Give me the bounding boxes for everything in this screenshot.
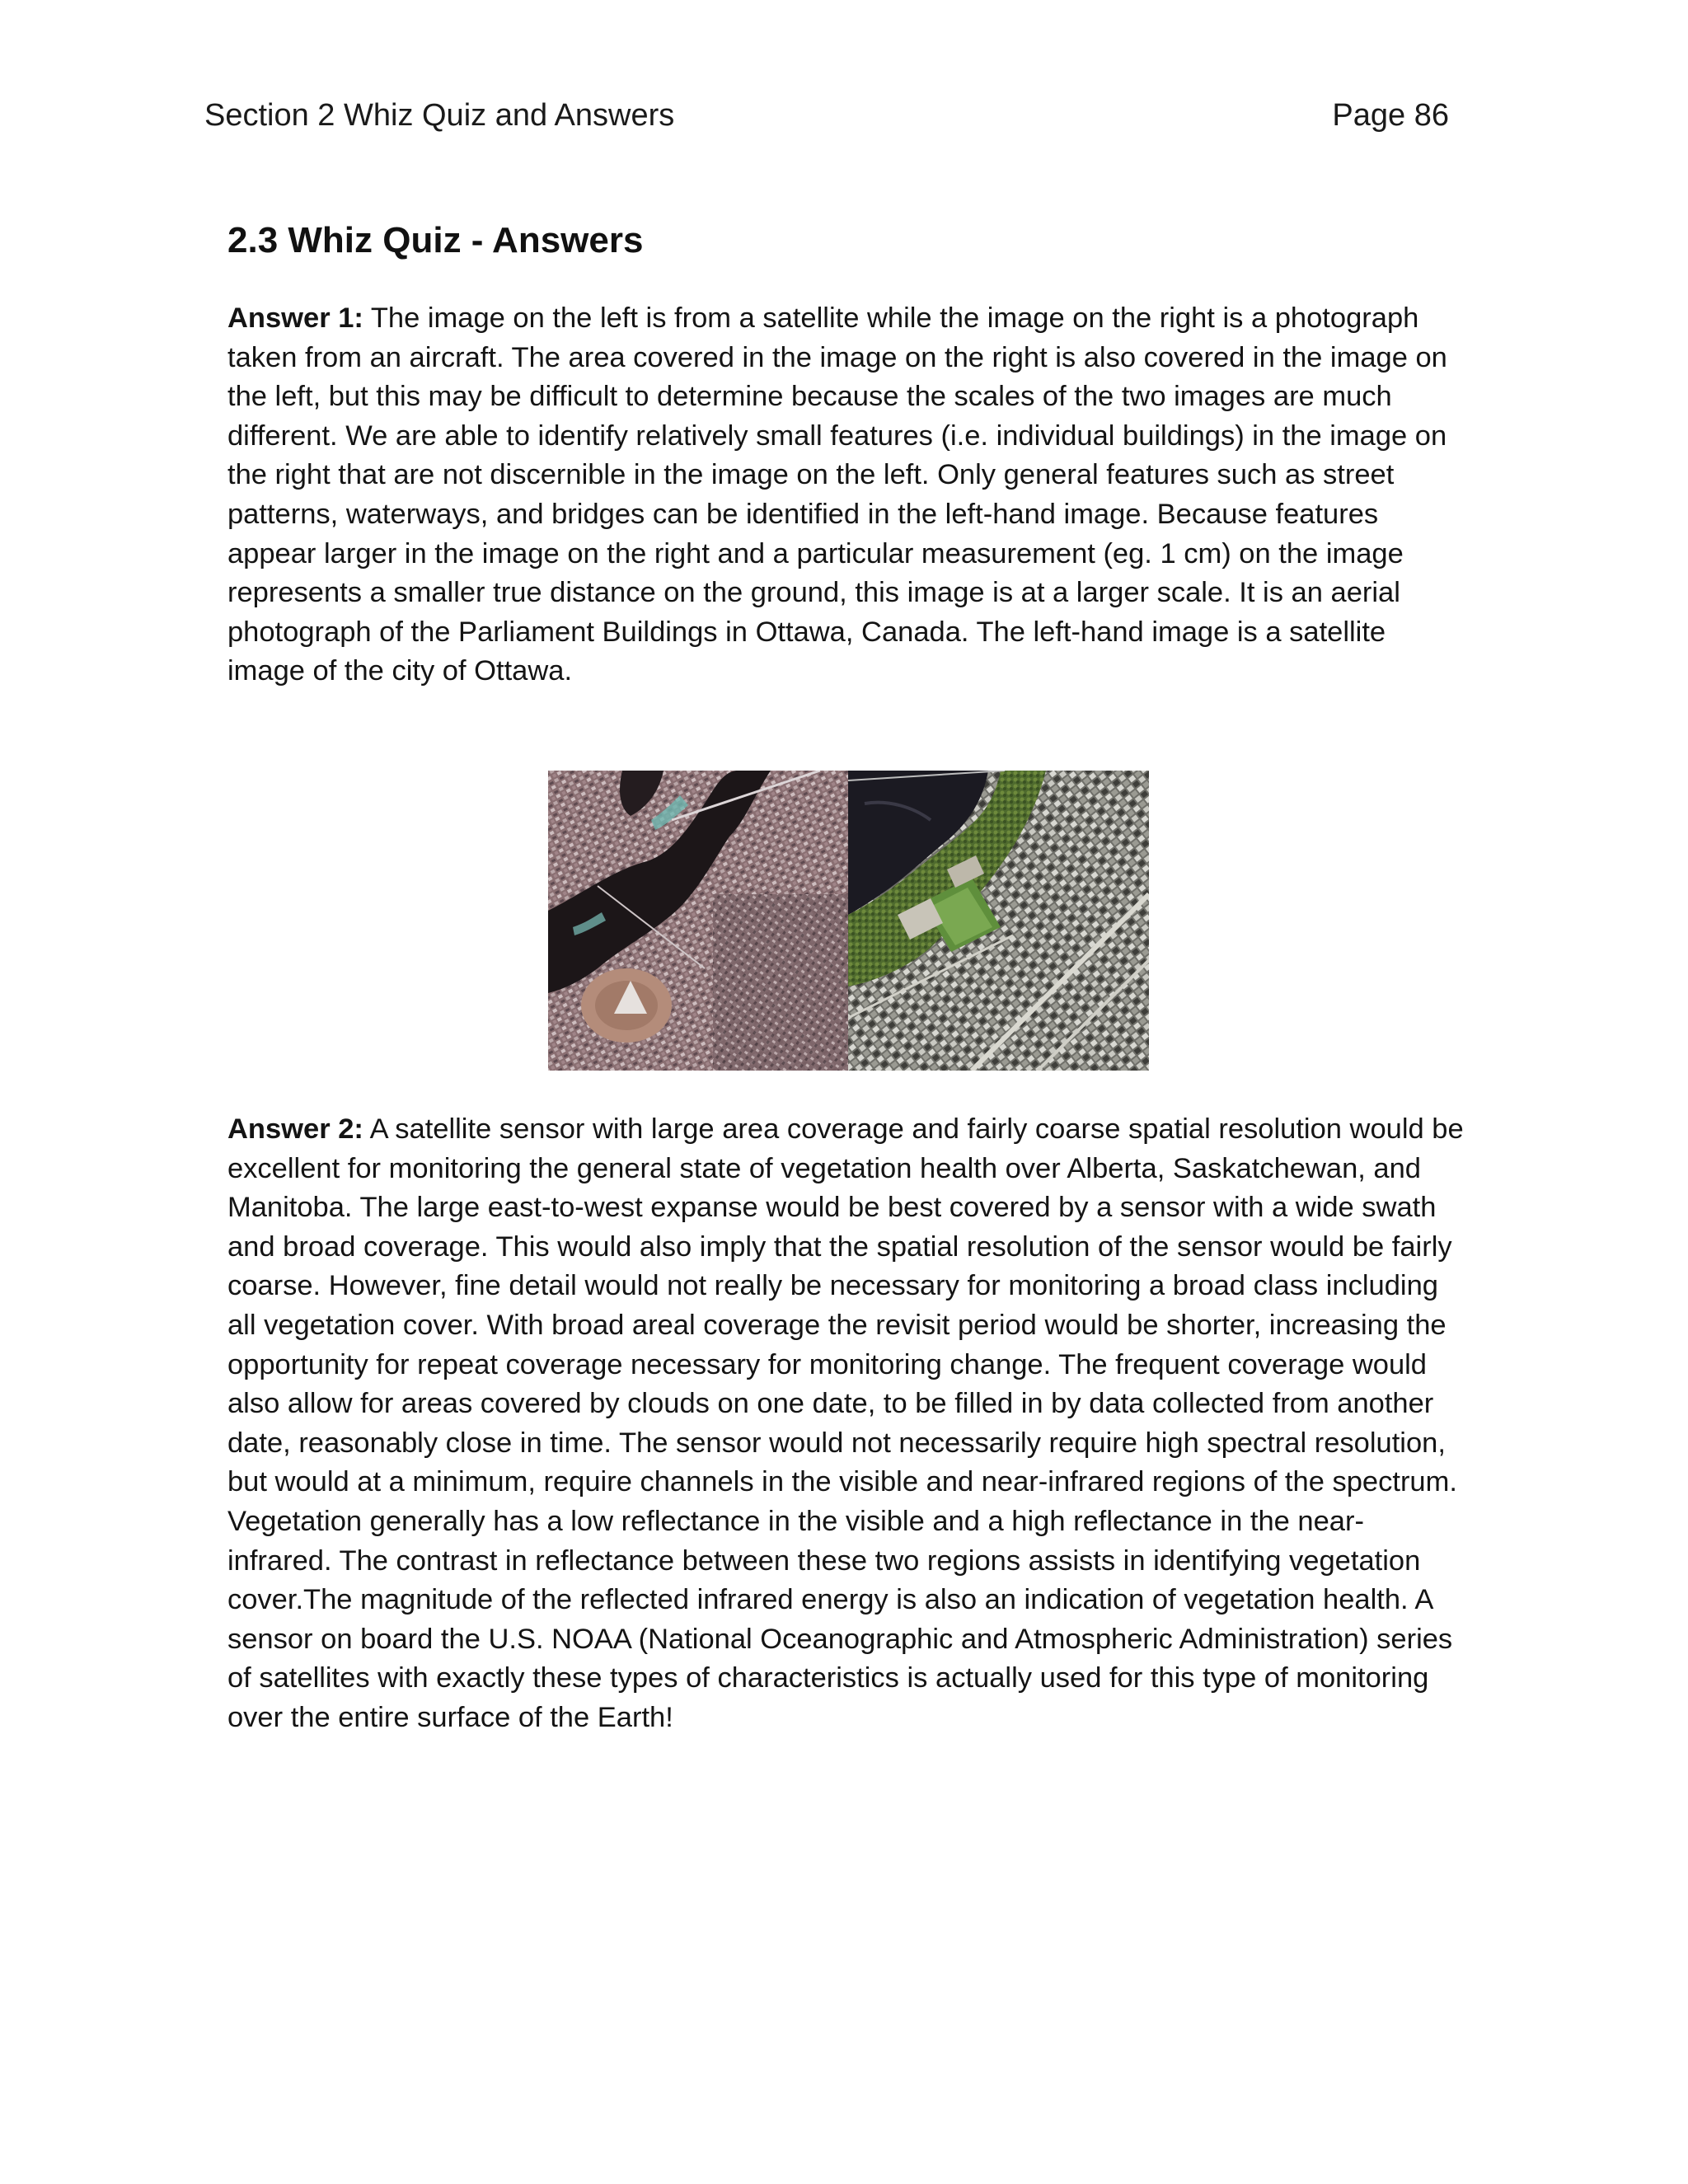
aerial-photograph: [848, 771, 1149, 1071]
answer-2-text: A satellite sensor with large area coverage and fairly coarse spatial resolution would be excellent for monitoring the general state of vegetation health over Alberta, Saskatchewan, and Manitoba. The large east-to-west expanse would be best covered by a sensor with a wide swath and broad coverage. This would also imply that the spatial resolution of the sensor would be fairly coarse. However, fine detail would not really be necessary for monitoring a broad class including all vegetation cover. With broad areal coverage the revisit period would be shorter, increasing the opportunity for repeat coverage necessary for monitoring change. The frequent coverage would also allow for areas covered by clouds on one date, to be filled in by data collected from another date, reasonably close in time. The sensor would not necessarily require high spectral resolution, but would at a minimum, require channels in the visible and near-infrared regions of the spectrum. Vegetation generally has a low reflectance in the visible and a high reflectance in the near-infrared. The contrast in reflectance between these two regions assists in identifying vegetation cover.The magnitude of the reflected infrared energy is also an indication of vegetation health. A sensor on board the U.S. NOAA (National Oceanographic and Atmospheric Administration) series of satellites with exactly these types of characteristics is actually used for this type of monitoring over the entire surface of the Earth!: [227, 1113, 1464, 1733]
section-header-text: Section 2 Whiz Quiz and Answers: [204, 98, 675, 133]
page-number: Page 86: [1332, 98, 1449, 133]
answer-1-text: The image on the left is from a satellite while the image on the right is a photograph taken from an aircraft. The area covered in the image on the right is also covered in the image on the left, but this may be difficult to determine because the scales of the two images are much different. We are able to identify relatively small features (i.e. individual buildings) in the image on the right that are not discernible in the image on the left. Only general features such as street patterns, waterways, and bridges can be identified in the left-hand image. Because features appear larger in the image on the right and a particular measurement (eg. 1 cm) on the image represents a smaller true distance on the ground, this image is at a larger scale. It is an aerial photograph of the Parliament Buildings in Ottawa, Canada. The left-hand image is a satellite image of the city of Ottawa.: [227, 302, 1447, 687]
page-header: [204, 92, 1449, 138]
answer-1-paragraph: [227, 299, 1464, 691]
answer-2-paragraph: [227, 1110, 1464, 1738]
answer-2-label: Answer 2:: [227, 1113, 363, 1145]
answer-1-label: Answer 1:: [227, 302, 363, 334]
page-title: 2.3 Whiz Quiz - Answers: [227, 220, 644, 260]
satellite-image: [548, 771, 848, 1071]
comparison-figure: [548, 771, 1149, 1071]
